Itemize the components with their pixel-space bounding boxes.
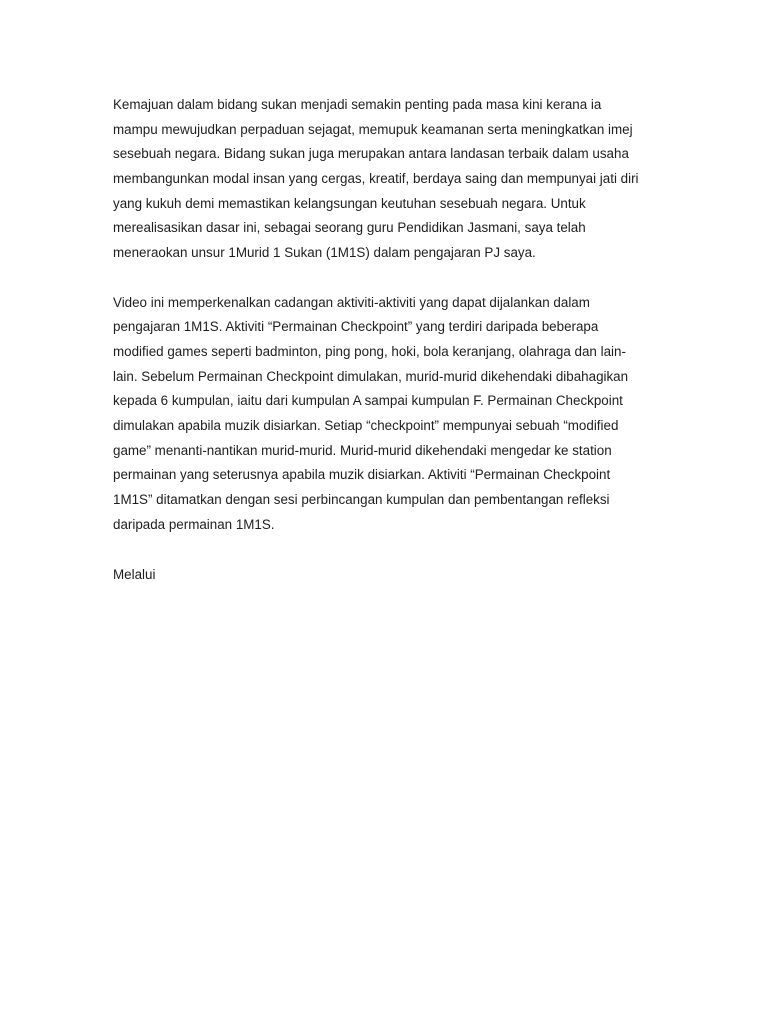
paragraph-video-description	[113, 291, 673, 538]
paragraph-line: Melalui	[113, 567, 156, 582]
paragraph-line: permainan yang seterusnya apabila muzik disiarkan. Aktiviti “Permainan Checkpoint	[113, 467, 611, 483]
paragraph-line: Video ini memperkenalkan cadangan aktiviti-aktiviti yang dapat dijalankan dalam	[113, 294, 590, 310]
paragraph-line: pengajaran 1M1S. Aktiviti “Permainan Checkpoint” yang terdiri daripada beberapa	[113, 319, 599, 335]
paragraph-line: kepada 6 kumpulan, iaitu dari kumpulan A sampai kumpulan F. Permainan Checkpoint	[113, 393, 623, 409]
paragraph-line: merealisasikan dasar ini, sebagai seorang guru Pendidikan Jasmani, saya telah	[113, 220, 586, 236]
paragraph-line: modified games seperti badminton, ping pong, hoki, bola keranjang, olahraga dan lain-	[113, 343, 626, 359]
paragraph-line: sesebuah negara. Bidang sukan juga merupakan antara landasan terbaik dalam usaha	[113, 146, 629, 162]
paragraph-line: mampu mewujudkan perpaduan sejagat, memupuk keamanan serta meningkatkan imej	[113, 121, 633, 137]
paragraph-line: game” menanti-nantikan murid-murid. Murid-murid dikehendaki mengedar ke station	[113, 442, 612, 458]
paragraph-line: membangunkan modal insan yang cergas, kreatif, berdaya saing dan mempunyai jati diri	[113, 171, 639, 187]
paragraph-introduction	[113, 93, 673, 266]
paragraph-conclusion	[113, 563, 673, 588]
paragraph-line: daripada permainan 1M1S.	[113, 516, 275, 532]
paragraph-line: lain. Sebelum Permainan Checkpoint dimulakan, murid-murid dikehendaki dibahagikan	[113, 368, 629, 384]
paragraph-line: Kemajuan dalam bidang sukan menjadi semakin penting pada masa kini kerana ia	[113, 97, 602, 112]
paragraph-line: meneraokan unsur 1Murid 1 Sukan (1M1S) dalam pengajaran PJ saya.	[113, 245, 536, 261]
paragraph-line: 1M1S” ditamatkan dengan sesi perbincangan kumpulan dan pembentangan refleksi	[113, 492, 610, 507]
paragraph-line: yang kukuh demi memastikan kelangsungan keutuhan sesebuah negara. Untuk	[113, 195, 586, 211]
paragraph-line: dimulakan apabila muzik disiarkan. Setiap “checkpoint” mempunyai sebuah “modified	[113, 417, 619, 433]
